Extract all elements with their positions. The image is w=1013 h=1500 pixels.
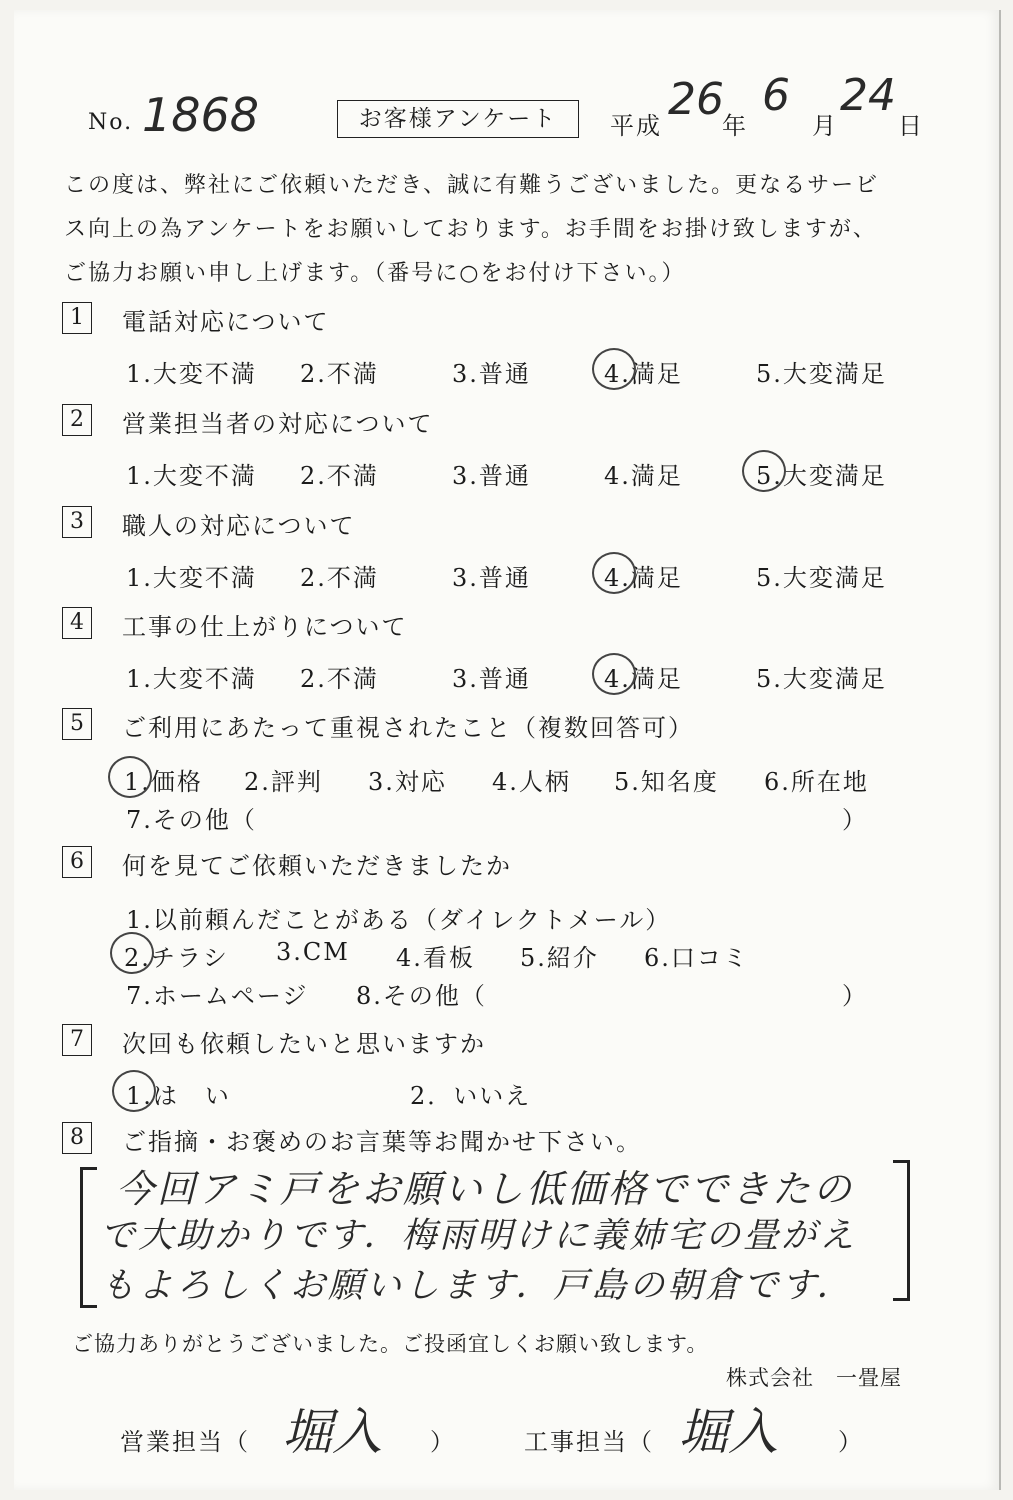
comment-bracket-left <box>80 1167 97 1308</box>
q6-option-7[interactable]: 7.ホームページ <box>126 982 309 1010</box>
comment-line-2: で大助かりです．梅雨明けに義姉宅の畳がえ <box>100 1216 858 1256</box>
q4-option-5[interactable]: 5.大変満足 <box>756 665 887 693</box>
survey-title: お客様アンケート <box>337 100 579 138</box>
q5-option-4[interactable]: 4.人柄 <box>492 768 571 796</box>
q2-option-1[interactable]: 1.大変不満 <box>126 462 257 490</box>
q6-option-1[interactable]: 1.以前頼んだことがある（ダイレクトメール） <box>126 906 672 934</box>
q1-option-5[interactable]: 5.大変満足 <box>756 360 887 388</box>
q6-option-2[interactable]: 2.チラシ <box>124 944 229 972</box>
intro-line-2: ス向上の為アンケートをお願いしております。お手間をお掛け致しますが、 <box>64 217 877 242</box>
q5-option-3[interactable]: 3.対応 <box>368 768 447 796</box>
question-3-text: 職人の対応について <box>122 512 356 540</box>
q6-option-3[interactable]: 3.CM <box>276 938 350 966</box>
question-1-number: 1 <box>62 302 92 334</box>
q5-option-6[interactable]: 6.所在地 <box>764 768 869 796</box>
q2-option-4[interactable]: 4.満足 <box>604 462 683 490</box>
q5-option-1[interactable]: 1.価格 <box>124 768 203 796</box>
works-label: 工事担当（ <box>524 1428 654 1456</box>
no-label: No. <box>88 110 134 135</box>
q3-option-3[interactable]: 3.普通 <box>452 564 531 592</box>
q4-option-4[interactable]: 4.満足 <box>604 665 683 693</box>
question-5-text: ご利用にあたって重視されたこと（複数回答可） <box>122 714 694 742</box>
survey-number: 1868 <box>142 88 260 142</box>
question-7-number: 7 <box>62 1024 92 1056</box>
q3-option-4[interactable]: 4.満足 <box>604 564 683 592</box>
question-4-text: 工事の仕上がりについて <box>122 613 408 641</box>
q4-option-1[interactable]: 1.大変不満 <box>126 665 257 693</box>
q6-option-other[interactable]: 8.その他（ <box>356 982 487 1010</box>
q6-option-5[interactable]: 5.紹介 <box>520 944 599 972</box>
comment-line-1: 今回アミ戸をお願いし低価格でできたの <box>116 1167 855 1211</box>
question-8-text: ご指摘・お褒めのお言葉等お聞かせ下さい。 <box>122 1128 642 1156</box>
month-value: 6 <box>762 70 790 121</box>
q5-option-2[interactable]: 2.評判 <box>244 768 323 796</box>
q3-option-1[interactable]: 1.大変不満 <box>126 564 257 592</box>
question-2-text: 営業担当者の対応について <box>122 410 434 438</box>
q2-option-5[interactable]: 5.大変満足 <box>756 462 887 490</box>
question-7-text: 次回も依頼したいと思いますか <box>122 1030 486 1058</box>
question-4-number: 4 <box>62 607 92 639</box>
question-2-number: 2 <box>62 404 92 436</box>
q5-option-other[interactable]: 7.その他（ <box>126 806 257 834</box>
question-1-text: 電話対応について <box>122 308 330 336</box>
day-value: 24 <box>840 70 896 121</box>
q1-option-2[interactable]: 2.不満 <box>300 360 379 388</box>
works-close: ） <box>838 1428 864 1456</box>
sales-label: 営業担当（ <box>120 1428 250 1456</box>
question-6-number: 6 <box>62 846 92 878</box>
question-6-text: 何を見てご依頼いただきましたか <box>122 852 512 880</box>
comment-bracket-right <box>893 1160 910 1301</box>
question-5-number: 5 <box>62 708 92 740</box>
q4-option-2[interactable]: 2.不満 <box>300 665 379 693</box>
sales-close: ） <box>430 1428 456 1456</box>
era-label: 平成 <box>610 112 662 140</box>
sales-name: 堀入 <box>282 1403 382 1461</box>
question-3-number: 3 <box>62 506 92 538</box>
day-label: 日 <box>898 112 924 140</box>
q1-option-1[interactable]: 1.大変不満 <box>126 360 257 388</box>
q4-option-3[interactable]: 3.普通 <box>452 665 531 693</box>
q5-other-close: ） <box>842 806 868 834</box>
q2-option-3[interactable]: 3.普通 <box>452 462 531 490</box>
q3-option-5[interactable]: 5.大変満足 <box>756 564 887 592</box>
question-8-number: 8 <box>62 1122 92 1154</box>
q1-option-4[interactable]: 4.満足 <box>604 360 683 388</box>
q6-option-6[interactable]: 6.口コミ <box>644 944 749 972</box>
q6-option-4[interactable]: 4.看板 <box>396 944 475 972</box>
q7-option-2[interactable]: 2．いいえ <box>410 1082 532 1110</box>
year-label: 年 <box>722 112 748 140</box>
q6-other-close: ） <box>842 982 868 1010</box>
q1-option-3[interactable]: 3.普通 <box>452 360 531 388</box>
q5-option-5[interactable]: 5.知名度 <box>614 768 719 796</box>
company-name: 株式会社 一畳屋 <box>726 1366 902 1390</box>
q7-option-1[interactable]: 1.は い <box>126 1082 231 1110</box>
year-value: 26 <box>668 74 724 125</box>
month-label: 月 <box>812 112 838 140</box>
q3-option-2[interactable]: 2.不満 <box>300 564 379 592</box>
thanks-text: ご協力ありがとうございました。ご投函宜しくお願い致します。 <box>72 1332 709 1356</box>
q2-option-2[interactable]: 2.不満 <box>300 462 379 490</box>
works-name: 堀入 <box>678 1403 778 1461</box>
intro-line-3: ご協力お願い申し上げます。（番号に○をお付け下さい。） <box>64 261 686 286</box>
intro-line-1: この度は、弊社にご依頼いただき、誠に有難うございました。更なるサービ <box>64 173 880 198</box>
comment-line-3: もよろしくお願いします．戸島の朝倉です． <box>100 1266 855 1306</box>
